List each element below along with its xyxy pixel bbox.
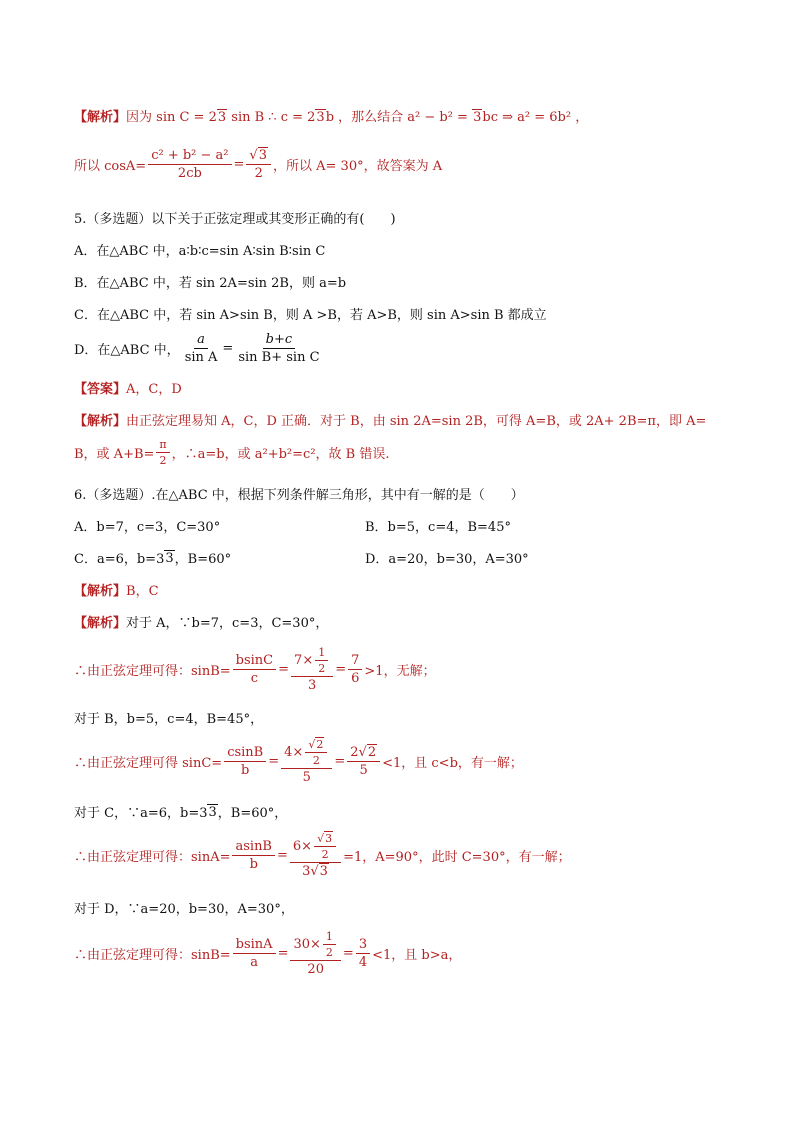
analysis-6-case-d: ∴由正弦定理可得：sinB= $\frac{bsinA}{a}$ = 30× $\frac{1}{2}$ 20 = $\frac{3}{4}$ <1，且 b>a， <box>74 930 462 977</box>
option-6d: D．a=20，b=30，A=30° <box>365 552 529 567</box>
analysis-5-line-2: B，或 A+B= $\frac{\pi}{2}$ ，∴a=b，或 a²+b²=c²，故 B 错误. <box>74 438 390 467</box>
analysis-6-line-1: 【解析】 对于 A，∵b=7，c=3，C=30°， <box>74 616 329 631</box>
answer-6: 【解析】 B，C <box>74 584 159 599</box>
sqrt3-over-2: $\frac{√3}{2}$ <box>246 148 271 181</box>
answer-5: 【答案】 A，C，D <box>74 382 182 397</box>
option-5b: B．在△ABC 中，若 sin 2A=sin 2B，则 a=b <box>74 276 347 291</box>
cos-fraction: $\frac{\text{c² + b² − a²}}{2cb}$ <box>148 148 231 181</box>
question-5: 5.（多选题）以下关于正弦定理或其变形正确的有( ) <box>74 212 396 227</box>
analysis-text: 因为 sin C = 23 sin B ∴ c = 23b ，那么结合 a² − b² = 3bc ⇒ a² = 6b² ， <box>126 110 589 125</box>
option-5d: D．在△ABC 中， $\frac{a}{\text{sin A}}$ = $\frac{b+c}{\text{sin B+ sin C}}$ <box>74 332 320 365</box>
analysis-6-d-intro: 对于 D，∵a=20，b=30，A=30°， <box>74 902 294 917</box>
analysis-line-1 <box>74 106 588 125</box>
analysis-tag: 【解析】 <box>74 110 127 125</box>
analysis-5-line-1: 【解析】 由正弦定理易知 A，C，D 正确．对于 B，由 sin 2A=sin 2B，可得 A=B，或 2A+ 2B=π，即 A= <box>74 414 707 429</box>
analysis-6-case-b: ∴由正弦定理可得 sinC= $\frac{csinB}{b}$ = 4× $\frac{√2}{2}$ 5 = $\frac{2√2}{5}$ <1，且 c<b，有一解； <box>74 738 523 785</box>
analysis-line-2: 所以 cosA= $\frac{\text{c² + b² − a²}}{2cb}$ = $\frac{√3}{2}$ ，所以 A= 30°，故答案为 A <box>74 148 443 181</box>
analysis-6-case-a: ∴由正弦定理可得：sinB= $\frac{bsinC}{c}$ = 7× $\frac{1}{2}$ 3 = $\frac{7}{6}$ >1，无解； <box>74 646 436 693</box>
analysis-6-b-intro: 对于 B，b=5，c=4，B=45°， <box>74 712 264 727</box>
option-6a: A．b=7，c=3，C=30° <box>74 520 221 535</box>
option-6c: C．a=6，b=3 3 ，B=60° <box>74 550 232 567</box>
analysis-6-case-c: ∴由正弦定理可得：sinA= $\frac{asinB}{b}$ = 6× $\frac{√3}{2}$ 3√3 =1，A=90°，此时 C=30°，有一解； <box>74 832 571 879</box>
question-6: 6.（多选题）.在△ABC 中，根据下列条件解三角形，其中有一解的是（ ） <box>74 488 524 503</box>
option-5a: A．在△ABC 中，a∶b∶c=sin A∶sin B∶sin C <box>74 244 326 259</box>
analysis-6-c-intro: 对于 C，∵a=6，b=3 3 ，B=60°， <box>74 804 288 821</box>
option-6b: B．b=5，c=4，B=45° <box>365 520 511 535</box>
option-5c: C．在△ABC 中，若 sin A>sin B，则 A >B，若 A>B，则 sin A>sin B 都成立 <box>74 308 547 323</box>
